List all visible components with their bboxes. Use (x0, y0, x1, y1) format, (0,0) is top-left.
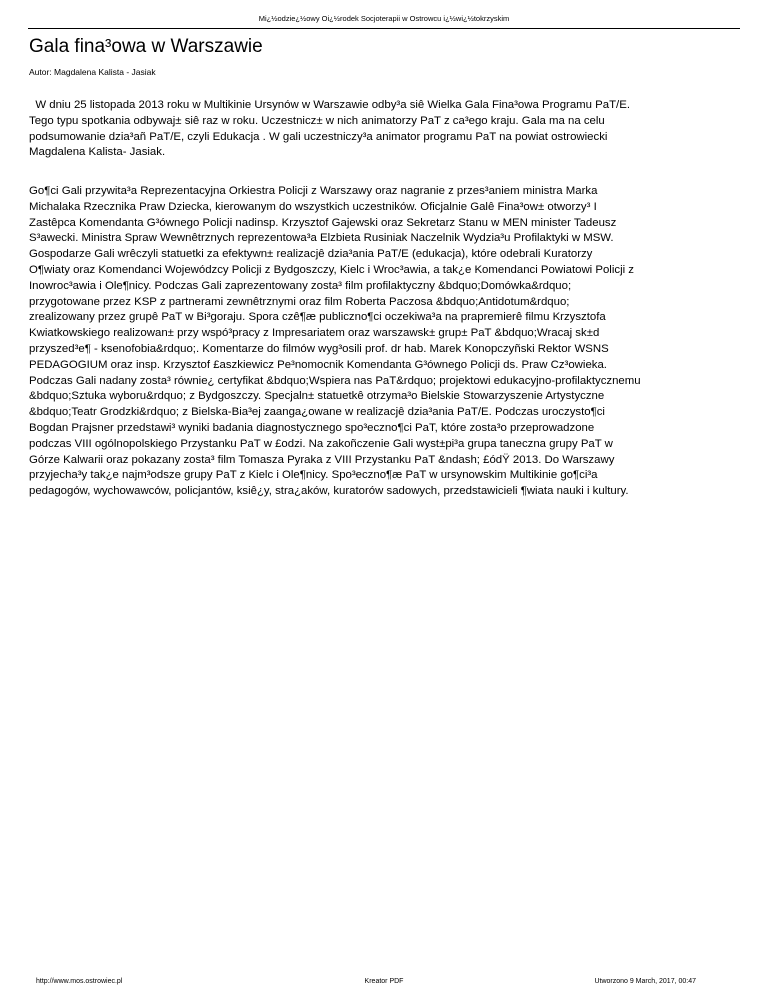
footer-created-date: Utworzono 9 March, 2017, 00:47 (594, 978, 696, 985)
article-author: Autor: Magdalena Kalista - Jasiak (29, 67, 156, 77)
paragraph-line: PEDAGOGIUM oraz insp. Krzysztof £aszkiewicz Pe³nomocnik Komendanta G³ównego Policji ds. Praw Cz³owieka. (29, 358, 607, 371)
paragraph-line: &bdquo;Teatr Grodzki&rdquo; z Bielska-Bia³ej zaanga¿owane w realizacjê dzia³ania PaT/E. Podczas uroczysto¶ci (29, 406, 605, 419)
paragraph-line: przyszed³e¶ - ksenofobia&rdquo;. Komentarze do filmów wyg³osili prof. dr hab. Marek Konopczyñski Rektor WSNS (29, 342, 609, 355)
paragraph-line: przygotowane przez KSP z partnerami zewnêtrznymi oraz film Roberta Paczosa &bdquo;Antidotum&rdquo; (29, 295, 570, 308)
paragraph-line: Michalaka Rzecznika Praw Dziecka, kierowanym do wszystkich uczestników. Oficjalnie Galê Fina³ow± otworzy³ I (29, 200, 597, 213)
paragraph-line: Zastêpca Komendanta G³ównego Policji nadinsp. Krzysztof Gajewski oraz Sekretarz Stanu w MEN minister Tadeusz (29, 216, 617, 229)
paragraph-line: Kwiatkowskiego realizowan± przy wspó³pracy z Impresariatem oraz warszawsk± grup± PaT &bdquo;Wracaj sk±d (29, 327, 600, 340)
paragraph-line: podczas VIII ogólnopolskiego Przystanku PaT w £odzi. Na zakoñczenie Gali wyst±pi³a grupa taneczna grupy PaT w (29, 437, 613, 450)
paragraph-line: Tego typu spotkania odbywaj± siê raz w roku. Uczestnicz± w nich animatorzy PaT z ca³ego kraju. Gala ma na celu (29, 114, 605, 127)
paragraph-line: Magdalena Kalista- Jasiak. (29, 146, 166, 159)
article-paragraph-body (29, 184, 741, 500)
paragraph-line: W dniu 25 listopada 2013 roku w Multikinie Ursynów w Warszawie odby³a siê Wielka Gala Fina³owa Programu PaT/E. (29, 99, 630, 111)
paragraph-line: podsumowanie dzia³añ PaT/E, czyli Edukacja . W gali uczestniczy³a animator programu PaT na powiat ostrowiecki (29, 130, 608, 143)
paragraph-line: &bdquo;Sztuka wyboru&rdquo; z Bydgoszczy. Specjaln± statuetkê otrzyma³o Bielskie Stowarzyszenie Artystyczne (29, 390, 605, 403)
paragraph-line: pedagogów, wychowawców, policjantów, ksiê¿y, stra¿aków, kuratorów sadowych, przedstawicieli ¶wiata nauki i kultury. (29, 485, 629, 498)
paragraph-line: Go¶ci Gali przywita³a Reprezentacyjna Orkiestra Policji z Warszawy oraz nagranie z przes³aniem ministra Marka (29, 185, 598, 197)
paragraph-line: przyjecha³y tak¿e najm³odsze grupy PaT z Kielc i Ole¶nicy. Spo³eczno¶æ PaT w ursynowskim Multikinie go¶ci³a (29, 469, 598, 482)
paragraph-line: Inowroc³awia i Ole¶nicy. Podczas Gali zaprezentowany zosta³ film profilaktyczny &bdquo;Domówka&rdquo; (29, 279, 572, 292)
paragraph-line: zrealizowany przez grupê PaT w Bi³goraju. Spora czê¶æ publiczno¶ci oczekiwa³a na prapremierê filmu Krzysztofa (29, 311, 606, 324)
article-title: Gala fina³owa w Warszawie (29, 36, 263, 57)
article-paragraph-intro (29, 98, 741, 161)
paragraph-line: Podczas Gali nadany zosta³ równie¿ certyfikat &bdquo;Wspiera nas PaT&rdquo; projektowi edukacyjno-profilaktycznemu (29, 374, 641, 387)
header-divider (28, 28, 740, 29)
paragraph-line: Gospodarze Gali wrêczyli statuetki za efektywn± realizacjê dzia³ania PaT/E (edukacja), które odebrali Kuratorzy (29, 248, 593, 261)
paragraph-line: O¶wiaty oraz Komendanci Wojewódzcy Policji z Bydgoszczy, Kielc i Wroc³awia, a tak¿e Komendanci Powiatowi Policji z (29, 263, 634, 276)
page-header-site-name: Mi¿½odzie¿½owy Oi¿½rodek Socjoterapii w Ostrowcu i¿½wi¿½tokrzyskim (258, 14, 510, 23)
paragraph-line: S³awecki. Ministra Spraw Wewnêtrznych reprezentowa³a Elzbieta Rusiniak Naczelnik Wydzia³u Profilaktyki w MSW. (29, 232, 614, 245)
paragraph-line: Górze Kalwarii oraz pokazany zosta³ film Tomasza Pyraka z VIII Przystanku PaT &ndash; £ódŸ 2013. Do Warszawy (29, 453, 615, 466)
paragraph-line: Bogdan Prajsner przedstawi³ wyniki badania diagnostycznego spo³eczno¶ci PaT, które zosta³o przeprowadzone (29, 421, 595, 434)
footer-generator: Kreator PDF (364, 978, 404, 985)
footer-site-url-link[interactable]: http://www.mos.ostrowiec.pl (36, 978, 123, 985)
